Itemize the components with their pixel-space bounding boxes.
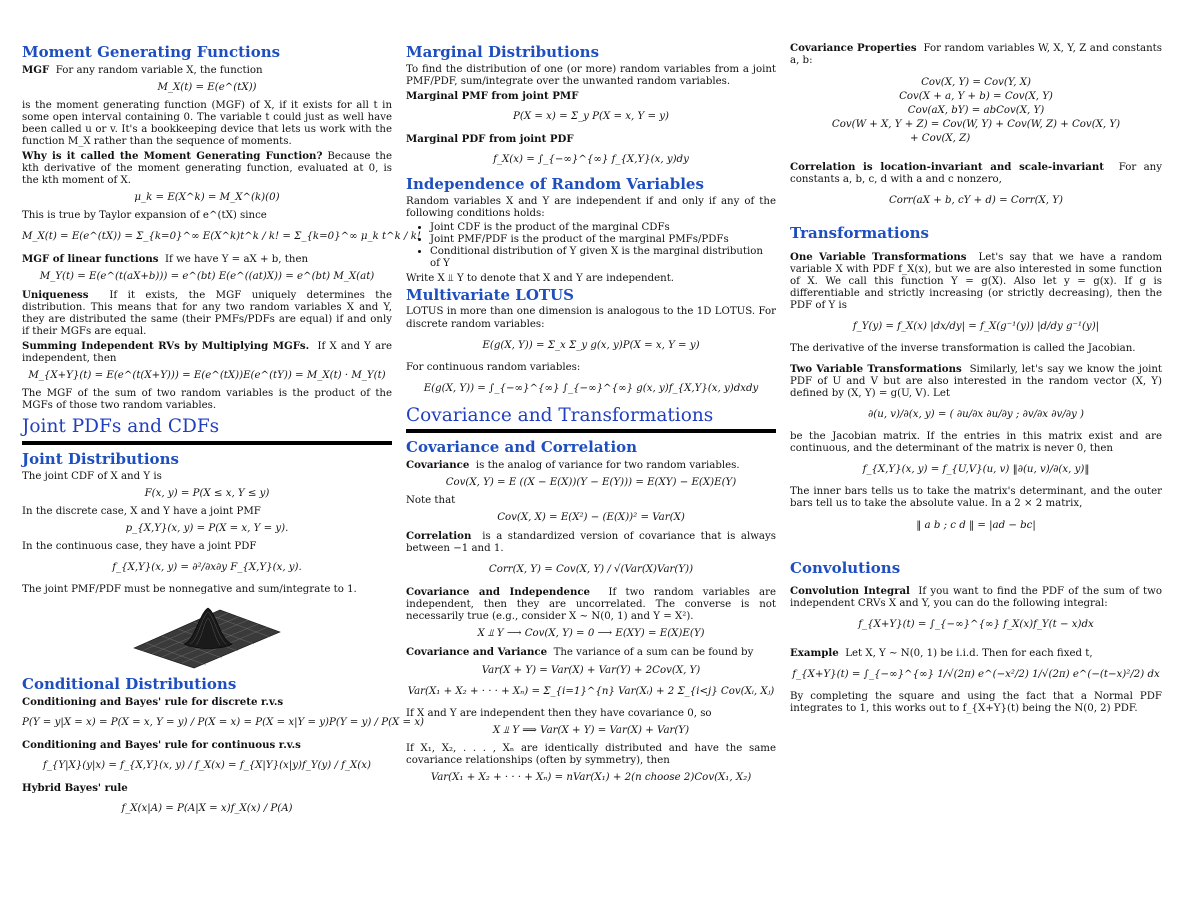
conv-title: Convolutions [790,558,901,577]
sum-paragraph [22,340,392,365]
covprop-term: Covariance Properties [790,42,917,54]
linear-paragraph [22,253,392,266]
lotus-title: Multivariate LOTUS [406,285,574,304]
sum-note: The MGF of the sum of two random variables is the product of the MGFs of those two random variables. [22,388,392,412]
cov-term: Covariance [406,459,470,472]
bars-desc: The inner bars tells us to take the matrix's determinant, and the outer bars tell us to take the absolute value. In a 2 × 2 matrix, [790,486,1162,510]
joint-dist-title: Joint Distributions [22,450,179,469]
sum-desc: If X and Y are independent, then [22,341,392,365]
twovar-desc: Similarly, let's say we know the joint PDF of U and V but are also interested in the random vector (X, Y) defined by (X, Y) = g(U, V). Let [790,364,1162,400]
indep-desc: Random variables X and Y are independent if and only if any of the following conditions holds: [406,195,776,219]
column-2 [406,42,776,790]
sum-equation: M_{X+Y}(t) = E(e^(t(X+Y))) = E(e^(tX))E(e^(tY)) = M_X(t) · M_Y(t) [28,370,386,382]
unique-paragraph [22,289,392,338]
marg-pmf-equation: P(X = x) = Σ_y P(X = x, Y = y) [513,110,669,122]
iid-equation: Var(X₁ + X₂ + · · · + Xₙ) = nVar(X₁) + 2(n choose 2)Cov(X₁, X₂) [430,771,752,783]
cov-equation: Cov(X, Y) = E ((X − E(X))(Y − E(Y))) = E(XY) − E(X)E(Y) [445,477,737,489]
section-rule [406,429,776,433]
column-1 [22,42,425,825]
corr-paragraph [406,530,776,555]
cov-header: Covariance and Transformations [406,404,714,426]
indep-note: Write X ⫫ Y to denote that X and Y are independent. [406,272,675,284]
covind-equation: X ⫫ Y ⟶ Cov(X, Y) = 0 ⟶ E(XY) = E(X)E(Y) [477,628,705,640]
list-item: • Joint PMF/PDF is the product of the marginal PMFs/PDFs [430,234,776,246]
unique-term: Uniqueness [22,289,89,302]
covcorr-title: Covariance and Correlation [406,438,638,457]
corrinv-equation: Corr(aX + b, cY + d) = Corr(X, Y) [888,195,1063,207]
taylor-description: This is true by Taylor expansion of e^(tX) since [22,210,267,221]
covvar-desc: The variance of a sum can be found by [553,647,754,659]
corr-equation: Corr(X, Y) = Cov(X, Y) / √(Var(X)Var(Y)) [488,564,694,576]
joint-pmf-equation: p_{X,Y}(x, y) = P(X = x, Y = y). [125,523,289,535]
covprop-line: + Cov(X, Z) [910,133,971,145]
mgf-term: MGF [22,63,50,76]
onevar-desc: Let's say that we have a random variable X with PDF f_X(x), but we are also interested in some function of X. We call this function Y = g(X). Also let y = g(x). If g is differentiable and strictly increasing (or strictly decreasing), then the PDF of Y is [790,252,1162,312]
onevar-term: One Variable Transformations [790,251,967,263]
onevar-paragraph [790,251,1162,312]
joint-cdf-desc: The joint CDF of X and Y is [22,470,162,482]
mgf-paragraph [22,64,392,77]
marg-title: Marginal Distributions [406,43,600,61]
covvar-indep-desc: If X and Y are independent then they have covariance 0, so [406,707,712,719]
example-term: Example [790,647,839,660]
linear-equation: M_Y(t) = E(e^(t(aX+b))) = e^(bt) E(e^((at)X)) = e^(bt) M_X(at) [39,271,375,283]
jacobian-equation: ∂(u, v)/∂(x, y) = ( ∂u/∂x ∂u/∂y ; ∂v/∂x ∂v/∂y ) [868,409,1084,421]
joint-cdf-equation: F(x, y) = P(X ≤ x, Y ≤ y) [144,487,270,499]
marg-desc: To find the distribution of one (or more) random variables from a joint PMF/PDF, sum/integrate over the unwanted random variables. [406,63,776,87]
indep-title: Independence of Random Variables [406,174,704,193]
cond-cont-term: Conditioning and Bayes' rule for continuous r.v.s [22,738,301,751]
cond-cont-equation: f_{Y|X}(y|x) = f_{X,Y}(x, y) / f_X(x) = f_{X|Y}(x|y)f_Y(y) / f_X(x) [43,759,371,771]
covprop-line: Cov(X + a, Y + b) = Cov(X, Y) [899,91,1053,103]
sum-term: Summing Independent RVs by Multiplying MGFs. [22,340,310,353]
mgf-description: is the moment generating function (MGF) of X, if it exists for all t in some open interval containing 0. The variable t could just as well have been called u or v. It's a bookkeeping device that lets us work with the function M_X rather than the sequence of moments. [22,99,392,147]
corr-desc: is a standardized version of covariance that is always between −1 and 1. [406,531,776,555]
twovar-term: Two Variable Transformations [790,363,962,376]
convint-desc: If you want to find the PDF of the sum of two independent CRVs X and Y, you can do the following integral: [790,586,1162,610]
covprop-desc: For random variables W, X, Y, Z and constants a, b: [790,43,1162,67]
why-desc: Because the kth derivative of the moment generating function, evaluated at 0, is the kth moment of X. [22,150,392,186]
column-3 [790,42,1162,717]
onevar-equation: f_Y(y) = f_X(x) |dx/dy| = f_X(g⁻¹(y)) |d/dy g⁻¹(y)| [852,321,1100,333]
example-equation: f_{X+Y}(t) = ∫_{−∞}^{∞} 1/√(2π) e^(−x²/2) 1/√(2π) e^(−(t−x)²/2) dx [792,669,1160,681]
joint-note: The joint PMF/PDF must be nonnegative and sum/integrate to 1. [22,584,357,596]
covxx-equation: Cov(X, X) = E(X²) − (E(X))² = Var(X) [497,512,685,524]
det-equation: ‖ a b ; c d ‖ = |ad − bc| [916,519,1036,531]
mgf-equation: M_X(t) = E(e^(tX)) [157,81,257,93]
cond-disc-term: Conditioning and Bayes' rule for discrete r.v.s [22,695,284,708]
convint-term: Convolution Integral [790,585,910,598]
covvar-indep-equation: X ⫫ Y ⟹ Var(X + Y) = Var(X) + Var(Y) [492,724,690,736]
covind-paragraph [406,586,776,623]
moment-equation: μ_k = E(X^k) = M_X^(k)(0) [134,191,280,203]
joint-pmf-desc: In the discrete case, X and Y have a joint PMF [22,505,261,517]
corrinv-term: Correlation is location-invariant and scale-invariant [790,161,1104,174]
lotus-disc-equation: E(g(X, Y)) = Σ_x Σ_y g(x, y)P(X = x, Y = y) [482,339,700,351]
final-desc: By completing the square and using the fact that a Normal PDF integrates to 1, this works out to f_{X+Y}(t) being the N(0, 2) PDF. [790,691,1162,715]
marg-pdf-term: Marginal PDF from joint PDF [406,132,574,145]
note-that: Note that [406,495,456,507]
taylor-equation: M_X(t) = E(e^(tX)) = Σ_{k=0}^∞ E(X^k)t^k / k! = Σ_{k=0}^∞ μ_k t^k / k! [22,231,421,243]
example-paragraph [790,647,1162,660]
cov-desc: is the analog of variance for two random variables. [475,460,740,472]
cond-title: Conditional Distributions [22,675,237,694]
linear-term: MGF of linear functions [22,253,159,266]
covind-desc: If two random variables are independent, then they are uncorrelated. The converse is not necessarily true (e.g., consider X ∼ N(0, 1) and Y = X²). [406,587,776,623]
covvar-equation-1: Var(X + Y) = Var(X) + Var(Y) + 2Cov(X, Y) [481,664,701,676]
list-item: • Joint CDF is the product of the marginal CDFs [430,222,776,234]
covprop-line: Cov(X, Y) = Cov(Y, X) [921,77,1031,89]
cond-disc-equation: P(Y = y|X = x) = P(X = x, Y = y) / P(X = x) = P(X = x|Y = y)P(Y = y) / P(X = x) [22,716,425,728]
mgf-title: Moment Generating Functions [22,43,281,61]
corr-term: Correlation [406,530,472,543]
covvar-paragraph [406,646,776,659]
covprop-paragraph [790,42,1162,67]
indep-list [406,222,776,270]
cov-paragraph [406,459,776,472]
joint-pdf-surface-plot [132,602,282,670]
marg-pdf-equation: f_X(x) = ∫_{−∞}^{∞} f_{X,Y}(x, y)dy [493,153,689,165]
unique-desc: If it exists, the MGF uniquely determines the distribution. This means that for any two random variables X and Y, they are distributed the same (their PMFs/PDFs are equal) if and only if their MGFs are equal. [22,290,392,338]
lotus-cont-equation: E(g(X, Y)) = ∫_{−∞}^{∞} ∫_{−∞}^{∞} g(x, y)f_{X,Y}(x, y)dxdy [423,382,759,394]
section-rule [22,441,392,445]
hybrid-term: Hybrid Bayes' rule [22,781,128,794]
lotus-cont-desc: For continuous random variables: [406,361,581,373]
covprop-line: Cov(W + X, Y + Z) = Cov(W, Y) + Cov(W, Z) + Cov(X, Y) [831,119,1121,131]
twovar-paragraph [790,363,1162,400]
joint-header: Joint PDFs and CDFs [22,416,220,438]
hybrid-equation: f_X(x|A) = P(A|X = x)f_X(x) / P(A) [121,802,293,814]
example-desc: Let X, Y ∼ N(0, 1) be i.i.d. Then for each fixed t, [845,648,1093,660]
joint-pdf-desc: In the continuous case, they have a joint PDF [22,541,257,553]
covprop-line: Cov(aX, bY) = abCov(X, Y) [907,105,1045,117]
lotus-desc: LOTUS in more than one dimension is analogous to the 1D LOTUS. For discrete random variables: [406,306,776,330]
corrinv-paragraph [790,161,1162,186]
convint-equation: f_{X+Y}(t) = ∫_{−∞}^{∞} f_X(x)f_Y(t − x)dx [858,619,1094,631]
jacobian-desc: The derivative of the inverse transformation is called the Jacobian. [790,343,1136,355]
why-paragraph [22,150,392,187]
covind-term: Covariance and Independence [406,586,591,599]
trans-title: Transformations [790,224,929,243]
corrinv-desc: For any constants a, b, c, d with a and c nonzero, [790,162,1162,186]
twovar-equation: f_{X,Y}(x, y) = f_{U,V}(u, v) ‖∂(u, v)/∂(x, y)‖ [862,464,1090,476]
linear-desc: If we have Y = aX + b, then [165,254,309,266]
why-term: Why is it called the Moment Generating Function? [22,149,323,162]
jacmatrix-desc: be the Jacobian matrix. If the entries in this matrix exist and are continuous, and the determinant of the matrix is never 0, then [790,431,1162,455]
joint-pdf-equation: f_{X,Y}(x, y) = ∂²/∂x∂y F_{X,Y}(x, y). [112,562,302,574]
covvar-term: Covariance and Variance [406,646,548,659]
list-item: • Conditional distribution of Y given X is the marginal distribution of Y [430,246,776,270]
convint-paragraph [790,585,1162,610]
iid-desc: If X₁, X₂, . . . , Xₙ are identically distributed and have the same covariance relationships (often by symmetry), then [406,742,776,766]
mgf-intro: For any random variable X, the function [55,64,263,76]
covvar-equation-2: Var(X₁ + X₂ + · · · + Xₙ) = Σ_{i=1}^{n} Var(Xᵢ) + 2 Σ_{i<j} Cov(Xᵢ, Xⱼ) [407,685,775,697]
marg-pmf-term: Marginal PMF from joint PMF [406,89,579,102]
